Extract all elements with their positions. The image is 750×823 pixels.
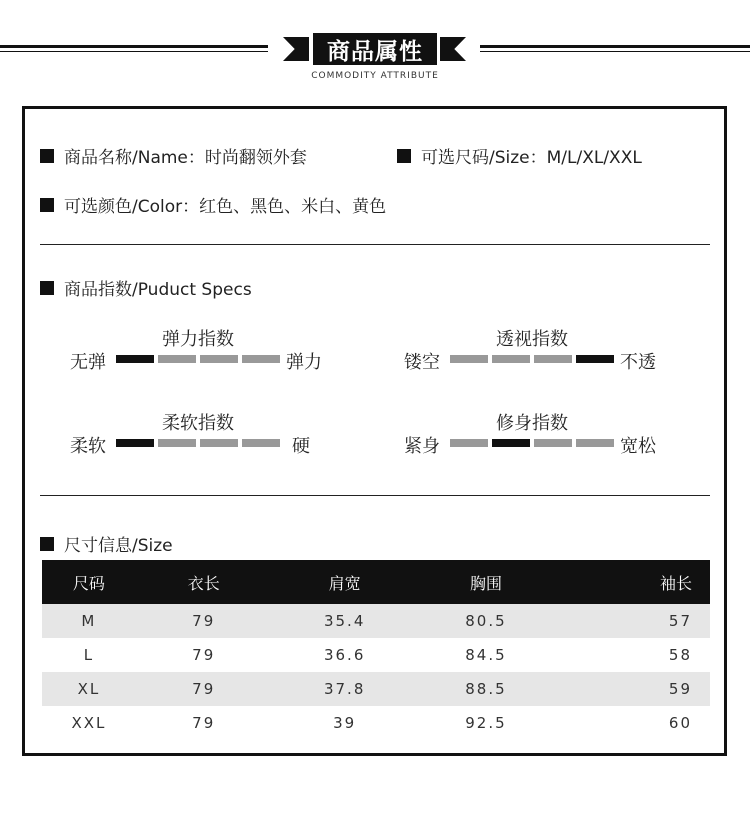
table-cell: 79 [136,672,272,706]
scale-segment [116,439,154,447]
table-row [42,706,710,740]
scale-segment [576,355,614,363]
table-cell: 59 [554,672,710,706]
scale-segment [492,439,530,447]
scale-segment [242,355,280,363]
size-heading-text: 尺寸信息/Size [64,536,173,556]
table-cell: 37.8 [272,672,418,706]
header-rule-left [0,45,268,48]
table-row [42,604,710,638]
table-cell: 79 [192,646,216,664]
scale-segment [158,439,196,447]
header-rule-left-thin [0,51,268,52]
scale-segment [450,439,488,447]
col-header: 胸围 [418,560,554,604]
specs-heading [40,275,252,300]
spec-right-label: 不透 [620,352,656,373]
scale-segment [116,355,154,363]
table-cell: M [42,604,136,638]
spec-title: 弹力指数 [162,329,234,350]
table-cell: 88.5 [418,672,554,706]
bullet-square-icon [40,537,54,551]
spec-title: 柔软指数 [162,413,234,434]
spec-left-label: 紧身 [404,436,440,457]
header-arrow-left-icon [283,37,309,61]
table-cell: XL [42,672,136,706]
header-rule-right [480,45,750,48]
col-header: 袖长 [554,560,710,604]
attr-name-text: 商品名称/Name：时尚翻领外套 [64,148,307,168]
header-arrow-right-icon [440,37,466,61]
table-row [42,638,710,672]
size-heading [40,531,173,556]
table-cell: 79 [192,714,216,732]
section-title: 商品属性 [313,33,437,65]
scale-segment [158,355,196,363]
attr-color-text: 可选颜色/Color：红色、黑色、米白、黄色 [64,197,387,217]
section-subtitle: COMMODITY ATTRIBUTE [311,71,439,81]
spec-right-label: 宽松 [620,436,656,457]
table-cell: 80.5 [418,604,554,638]
scale-segment [200,355,238,363]
scale-segment [242,439,280,447]
scale-segment [200,439,238,447]
attr-size-text: 可选尺码/Size：M/L/XL/XXL [421,148,642,168]
table-cell: 35.4 [272,604,418,638]
bullet-square-icon [397,149,411,163]
table-cell: 79 [136,604,272,638]
attr-color [40,192,386,217]
scale-segment [576,439,614,447]
size-table [42,560,710,740]
bullet-square-icon [40,281,54,295]
specs-heading-text: 商品指数/Puduct Specs [64,280,252,300]
table-cell: 84.5 [465,646,507,664]
spec-right-label: 弹力 [286,352,322,373]
scale-segment [534,355,572,363]
table-cell: 57 [554,604,710,638]
table-cell: 60 [668,714,692,732]
spec-title: 修身指数 [496,413,568,434]
spec-left-label: 柔软 [70,436,106,457]
header-rule-right-thin [480,51,750,52]
spec-left-label: 镂空 [404,352,440,373]
spec-left-label: 无弹 [70,352,106,373]
divider [40,244,710,245]
table-cell: 39 [333,714,357,732]
attr-name [40,143,307,168]
table-row [42,672,710,706]
scale-segment [534,439,572,447]
spec-right-label: 硬 [292,436,310,457]
bullet-square-icon [40,149,54,163]
table-cell: 58 [668,646,692,664]
table-cell: 92.5 [465,714,507,732]
divider [40,495,710,496]
spec-title: 透视指数 [496,329,568,350]
scale-segment [450,355,488,363]
scale-segment [492,355,530,363]
table-header-row [42,560,710,604]
table-cell: 36.6 [323,646,366,664]
col-header: 肩宽 [272,560,418,604]
attr-size [397,143,642,168]
col-header: 尺码 [42,560,136,604]
table-cell: L [83,646,95,664]
col-header: 衣长 [136,560,272,604]
table-cell: XXL [71,714,107,732]
bullet-square-icon [40,198,54,212]
